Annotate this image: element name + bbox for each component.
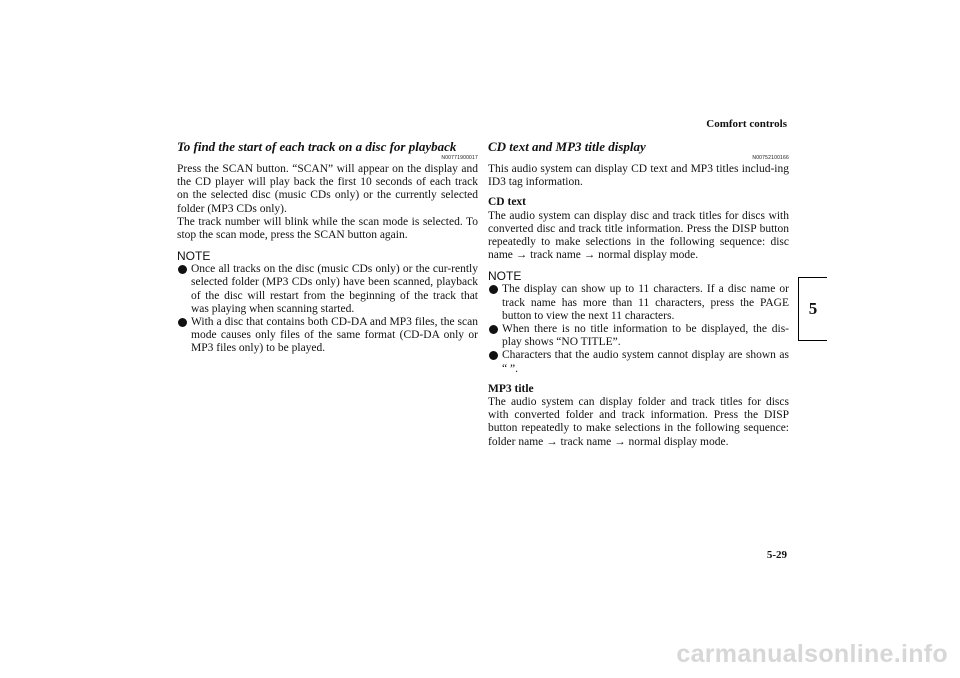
cd-text-heading: CD text and MP3 title display	[488, 139, 646, 154]
page-number: 5-29	[766, 549, 787, 561]
note-label: NOTE	[177, 249, 211, 264]
mp3-title-subheading: MP3 title	[488, 382, 534, 395]
note-item	[488, 283, 789, 323]
note-list	[488, 283, 789, 375]
section-header: Comfort controls	[706, 118, 787, 130]
left-column	[177, 135, 478, 356]
bullet-icon	[489, 285, 498, 294]
note-text: Once all tracks on the disc (music CDs only) or the cur-rently selected folder (MP3 CDs only) have been scanned, playback of the disc will restart from the beginning of the track that was playing when scanning started.	[191, 263, 478, 315]
note-item	[177, 263, 478, 316]
bullet-icon	[489, 351, 498, 360]
intro-paragraph: This audio system can display CD text and MP3 titles includ-ing ID3 tag information.	[488, 163, 789, 189]
bullet-icon	[489, 325, 498, 334]
scan-paragraph: Press the SCAN button. “SCAN” will appear on the display and the CD player will play back the first 10 seconds of each track on the selected disc (music CDs only) or the currently selected folder (MP3 CDs only).	[177, 163, 478, 215]
bullet-icon	[178, 318, 187, 327]
note-label: NOTE	[488, 269, 522, 284]
note-item	[488, 323, 789, 349]
note-text: With a disc that contains both CD-DA and MP3 files, the scan mode causes only files of the same format (CD-DA only or MP3 files only) to be played.	[191, 316, 478, 355]
note-text: When there is no title information to be displayed, the dis-play shows “NO TITLE”.	[502, 323, 789, 349]
watermark-text: carmanualsonline.info	[676, 640, 948, 668]
scan-heading: To find the start of each track on a disc for playback	[177, 139, 457, 154]
bullet-icon	[178, 265, 187, 274]
cd-text-subheading: CD text	[488, 196, 526, 209]
mp3-title-paragraph: The audio system can display folder and track titles for discs with converted folder and track information. Press the DISP button repeatedly to make selections in the following sequence: folder name → track name → normal display mode.	[488, 396, 789, 448]
note-item	[177, 316, 478, 356]
note-list	[177, 263, 478, 355]
scan-reference-code: N00771900017	[441, 155, 478, 161]
note-text: The display can show up to 11 characters. If a disc name or track name has more than 11 characters, press the PAGE button to view the next 11 characters.	[502, 283, 789, 322]
note-item	[488, 349, 789, 375]
note-text: Characters that the audio system cannot display are shown as “ ”.	[502, 349, 789, 375]
chapter-tab	[798, 277, 827, 341]
right-column	[488, 135, 789, 449]
scan-paragraph-2: The track number will blink while the scan mode is selected. To stop the scan mode, press the SCAN button again.	[177, 215, 478, 242]
cd-text-reference-code: N00752100166	[752, 155, 789, 161]
chapter-number: 5	[808, 299, 818, 318]
cd-text-paragraph: The audio system can display disc and track titles for discs with converted disc and track title information. Press the DISP button repeatedly to make selections in the following sequence: disc name → track name → normal display mode.	[488, 209, 789, 262]
